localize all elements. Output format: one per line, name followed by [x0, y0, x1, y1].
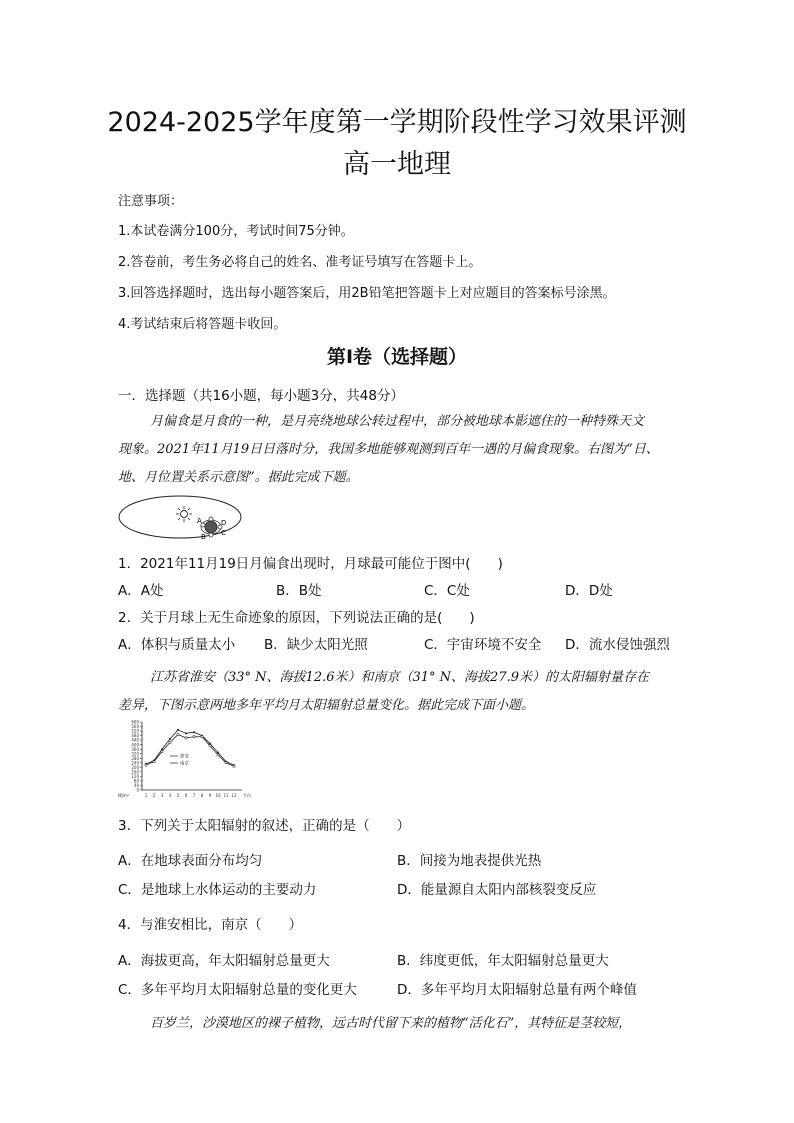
question-3-stem: 3．下列关于太阳辐射的叙述，正确的是（ ）: [118, 818, 411, 834]
passage-line: 百岁兰，沙漠地区的裸子植物，远古时代留下来的植物“活化石”，其特征是茎较短，: [150, 1016, 632, 1031]
passage-line: 差异，下图示意两地多年平均月太阳辐射总量变化。据此完成下面小题。: [118, 698, 535, 713]
data-point: [169, 741, 171, 743]
data-point: [217, 752, 219, 754]
sun-icon: [176, 506, 192, 522]
y-tick-label: 240: [131, 760, 139, 766]
chart-y-ticks: [118, 720, 142, 798]
sun-earth-moon-diagram: [116, 492, 246, 544]
q2-option-c[interactable]: C．宇宙环境不安全: [424, 637, 542, 653]
q3-option-c[interactable]: C．是地球上水体运动的主要动力: [118, 882, 317, 898]
data-point: [145, 764, 147, 766]
label-d: D: [221, 519, 227, 527]
label-c: C: [221, 529, 226, 537]
y-tick-label: 280: [131, 755, 139, 761]
q2-option-d[interactable]: D．流水侵蚀强烈: [565, 637, 670, 653]
note-item: 3.回答选择题时，选出每小题答案后，用2B铅笔把答题卡上对应题目的答案标号涂黑。: [118, 286, 616, 301]
data-point: [177, 733, 179, 735]
data-point: [209, 743, 211, 745]
data-point: [233, 765, 235, 767]
y-tick-label: 160: [131, 769, 139, 775]
q1-option-b[interactable]: B．B处: [276, 583, 322, 599]
data-point: [185, 732, 187, 734]
q3-option-a[interactable]: A．在地球表面分布均匀: [118, 853, 263, 869]
x-tick-label: 10: [215, 793, 221, 798]
y-tick-label: 360: [131, 746, 139, 752]
passage-line: 地、月位置关系示意图”。据此完成下题。: [118, 470, 359, 485]
data-point: [185, 737, 187, 739]
x-tick-label: 6: [184, 793, 188, 798]
x-tick-label: 5: [176, 793, 180, 798]
data-point: [217, 754, 219, 756]
notes-heading: 注意事项：: [118, 194, 184, 209]
x-unit-label: 月份: [243, 793, 251, 798]
chart-x-ticks: [145, 792, 251, 798]
q4-option-c[interactable]: C．多年平均月太阳辐射总量的变化更大: [118, 982, 357, 998]
note-item: 1.本试卷满分100分，考试时间75分钟。: [118, 224, 354, 239]
q4-option-d[interactable]: D．多年平均月太阳辐射总量有两个峰值: [397, 982, 637, 998]
moon-icon: [209, 517, 213, 521]
y-tick-label: 200: [131, 764, 139, 770]
passage-line: 江苏省淮安（33° N、海拔12.6米）和南京（31° N、海拔27.9米）的太阳辐射量存在: [150, 670, 649, 685]
y-tick-label: 120: [131, 774, 139, 779]
part-heading: 一．选择题（共16小题，每小题3分，共48分）: [118, 388, 404, 404]
data-point: [225, 762, 227, 764]
legend-label: 淮安: [180, 754, 189, 760]
y-tick-label: 440: [131, 737, 139, 743]
x-tick-label: 3: [160, 793, 164, 798]
q2-option-b[interactable]: B．缺少太阳光照: [264, 637, 368, 653]
y-tick-label: 560: [131, 724, 139, 730]
q1-option-c[interactable]: C．C处: [424, 583, 470, 599]
y-tick-label: 480: [131, 733, 139, 739]
q3-option-b[interactable]: B．间接为地表提供光热: [397, 853, 542, 869]
label-b: B: [201, 533, 206, 541]
y-tick-label: 320: [131, 751, 139, 757]
data-point: [209, 745, 211, 747]
question-1-stem: 1．2021年11月19日月偏食出现时，月球最可能位于图中( ): [118, 556, 503, 572]
passage-line: 月偏食是月食的一种，是月亮绕地球公转过程中，部分被地球本影遮住的一种特殊天文: [150, 414, 645, 429]
data-point: [161, 748, 163, 750]
note-item: 2.答卷前，考生务必将自己的姓名、准考证号填写在答题卡上。: [118, 255, 482, 270]
x-tick-label: 9: [208, 793, 212, 798]
q4-option-a[interactable]: A．海拔更高，年太阳辐射总量更大: [118, 953, 330, 969]
data-point: [161, 750, 163, 752]
y-tick-label: 80: [133, 778, 139, 784]
x-tick-label: 4: [168, 793, 172, 798]
q3-option-d[interactable]: D．能量源自太阳内部核裂变反应: [397, 882, 597, 898]
chart-legend: [170, 753, 189, 767]
x-tick-label: 12: [231, 793, 237, 798]
y-tick-label: 40: [133, 783, 139, 789]
moon-icon: [209, 533, 213, 537]
y-tick-label: 600: [131, 719, 139, 725]
series-line-1: [146, 730, 234, 765]
exam-subject: 高一地理: [343, 149, 451, 180]
y-unit-label: MJ/m²: [118, 793, 130, 798]
question-4-stem: 4．与淮安相比，南京（ ）: [118, 917, 303, 933]
section-title: 第Ⅰ卷（选择题）: [326, 346, 468, 368]
passage-line: 现象。2021年11月19日日落时分，我国多地能够观测到百年一遇的月偏食现象。右图为“日、: [118, 442, 659, 457]
y-tick-label: 520: [131, 728, 139, 734]
x-tick-label: 8: [200, 793, 204, 798]
data-point: [153, 761, 155, 763]
data-point: [169, 738, 171, 740]
data-point: [193, 731, 195, 733]
exam-title: 2024-2025学年度第一学期阶段性学习效果评测: [107, 107, 687, 138]
q2-option-a[interactable]: A．体积与质量太小: [118, 637, 236, 653]
x-tick-label: 11: [223, 793, 229, 798]
data-point: [201, 736, 203, 738]
q4-option-b[interactable]: B．纬度更低，年太阳辐射总量更大: [397, 953, 609, 969]
y-tick-label: 0: [136, 787, 139, 793]
data-point: [177, 729, 179, 731]
solar-radiation-chart: [116, 718, 256, 804]
label-a: A: [197, 517, 202, 525]
x-tick-label: 1: [144, 793, 148, 798]
x-tick-label: 7: [192, 793, 196, 798]
note-item: 4.考试结束后将答题卡收回。: [118, 317, 287, 332]
y-tick-label: 400: [131, 742, 139, 748]
x-tick-label: 2: [152, 793, 156, 798]
data-point: [193, 736, 195, 738]
q1-option-d[interactable]: D．D处: [565, 583, 613, 599]
question-2-stem: 2．关于月球上无生命迹象的原因，下列说法正确的是( ): [118, 610, 475, 626]
chart-series: [145, 729, 235, 767]
q1-option-a[interactable]: A．A处: [118, 583, 164, 599]
series-line-2: [146, 734, 234, 766]
legend-label: 南京: [180, 761, 189, 767]
